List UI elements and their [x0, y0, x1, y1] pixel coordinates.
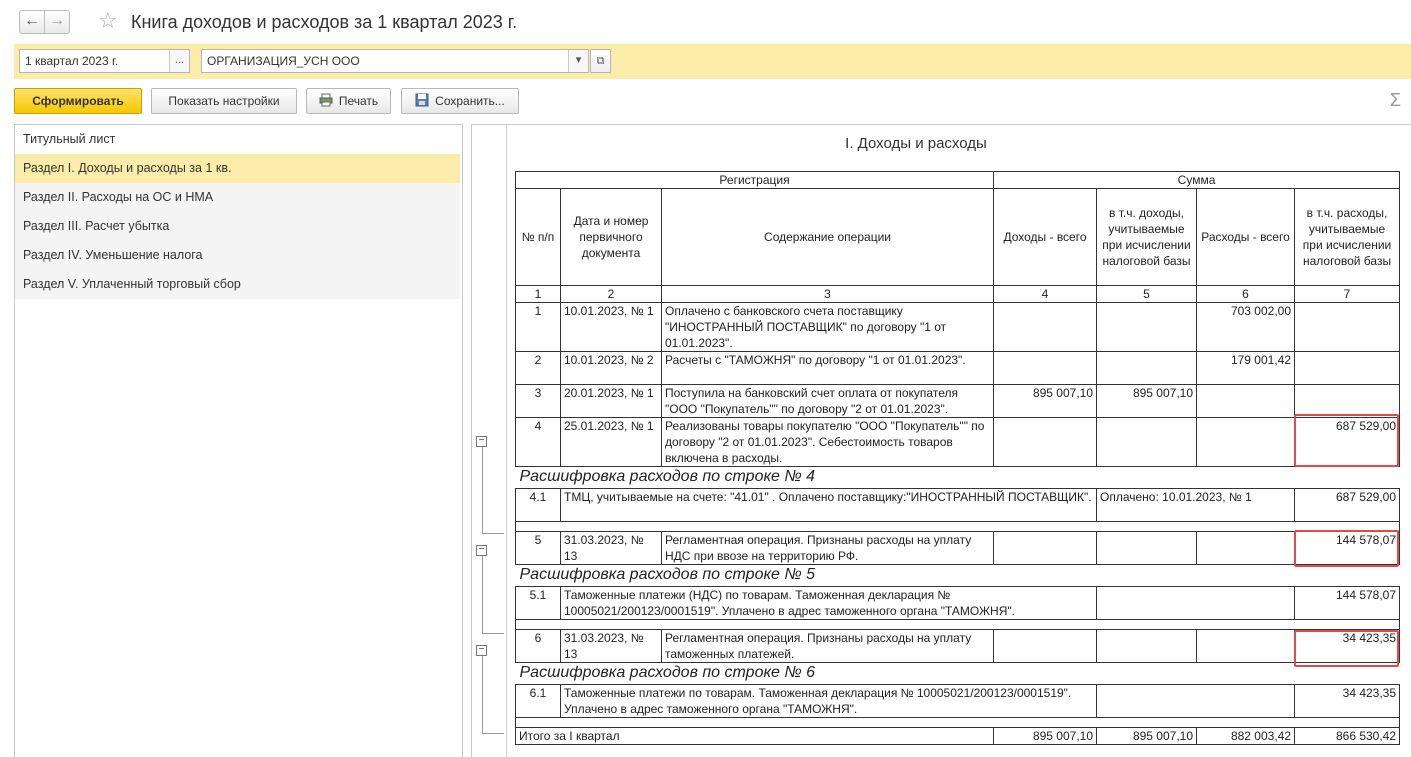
breakdown-heading-row — [516, 565, 1400, 587]
col-num: 4 — [994, 286, 1097, 303]
table-row — [516, 418, 1400, 467]
cell-payment: Оплачено: 10.01.2023, № 1 — [1097, 489, 1295, 522]
cell-content: Таможенные платежи по товарам. Таможенная декларация № 10005021/200123/0001519". Уплачено в адрес таможенного органа "ТАМОЖНЯ". — [561, 685, 1097, 718]
cell-income-total — [994, 352, 1097, 385]
cell-expense-total — [1197, 532, 1295, 565]
cell-expense-tax: 144 578,07 — [1295, 587, 1400, 620]
period-value: 1 квартал 2023 г. — [25, 54, 119, 68]
favorite-star-icon[interactable]: ☆ — [98, 8, 118, 33]
group-line — [482, 443, 483, 533]
period-select-button[interactable]: ... — [169, 50, 189, 72]
report-title: I. Доходы и расходы — [845, 135, 987, 152]
cell-expense-total — [1197, 418, 1295, 467]
cell-payment — [1097, 587, 1295, 620]
highlight-box — [1294, 630, 1399, 667]
cell-num: 4 — [516, 418, 561, 467]
cell-num: 3 — [516, 385, 561, 418]
breakdown-heading: Расшифровка расходов по строке № 6 — [519, 664, 816, 681]
column-numbers-row — [516, 286, 1400, 303]
spacer-cell — [516, 522, 1400, 532]
col-num: 3 — [662, 286, 994, 303]
breakdown-heading-row — [516, 663, 1400, 685]
cell-expense-tax: 34 423,35 — [1295, 685, 1400, 718]
header-expense-total: Расходы - всего — [1197, 189, 1295, 286]
cell-content: Таможенные платежи (НДС) по товарам. Таможенная декларация № 10005021/200123/0001519". Уплачено в адрес таможенного органа "ТАМОЖНЯ". — [561, 587, 1097, 620]
cell-income-tax — [1097, 303, 1197, 352]
income-expense-table — [515, 171, 1400, 745]
table-row — [516, 352, 1400, 385]
print-button[interactable] — [306, 88, 391, 114]
generate-label: Сформировать — [32, 94, 124, 108]
open-organization-icon[interactable]: ⧉ — [590, 49, 611, 73]
table-row — [516, 385, 1400, 418]
cell-income-total — [994, 630, 1097, 663]
collapse-group-icon[interactable]: − — [476, 545, 487, 556]
cell-payment — [1097, 685, 1295, 718]
table-header-row — [516, 189, 1400, 286]
group-line — [482, 633, 504, 634]
cell-income-tax — [1097, 418, 1197, 467]
group-line — [482, 556, 483, 633]
cell-content: Реализованы товары покупателю "ООО "Покупатель"" по договору "2 от 01.01.2023". Себестоимость товаров включена в расходы. — [662, 418, 994, 467]
cell-income-total — [994, 532, 1097, 565]
col-num: 2 — [561, 286, 662, 303]
cell-num: 6 — [516, 630, 561, 663]
section-item-fixed-assets[interactable]: Раздел II. Расходы на ОС и НМА — [15, 183, 460, 212]
cell-doc: 31.03.2023, № 13 — [561, 532, 662, 565]
sum-icon[interactable]: Σ — [1389, 90, 1401, 110]
header-income-total: Доходы - всего — [994, 189, 1097, 286]
total-label: Итого за I квартал — [516, 728, 994, 745]
section-item-title-page[interactable]: Титульный лист — [15, 125, 460, 154]
cell-num: 1 — [516, 303, 561, 352]
period-field[interactable] — [19, 49, 190, 73]
spacer-cell — [516, 620, 1400, 630]
report-panel — [471, 124, 1411, 757]
spacer-row — [516, 522, 1400, 532]
floppy-disk-icon — [415, 93, 429, 107]
total-expense-tax: 866 530,42 — [1295, 728, 1400, 745]
table-row — [516, 685, 1400, 718]
header-sum: Сумма — [994, 172, 1400, 189]
cell-income-tax — [1097, 630, 1197, 663]
table-row — [516, 303, 1400, 352]
table-row — [516, 532, 1400, 565]
save-button[interactable] — [401, 88, 519, 114]
spacer-row — [516, 718, 1400, 728]
highlight-box — [1294, 530, 1399, 567]
header-num: № п/п — [516, 189, 561, 286]
cell-content: Регламентная операция. Признаны расходы на уплату НДС при ввозе на территорию РФ. — [662, 532, 994, 565]
chevron-down-icon[interactable]: ▾ — [568, 50, 588, 72]
total-row — [516, 728, 1400, 745]
cell-expense-total — [1197, 630, 1295, 663]
cell-income-total: 895 007,10 — [994, 385, 1097, 418]
header-doc: Дата и номер первичного документа — [561, 189, 662, 286]
table-row — [516, 489, 1400, 522]
parameters-bar — [14, 44, 1411, 79]
col-num: 6 — [1197, 286, 1295, 303]
cell-income-tax: 895 007,10 — [1097, 385, 1197, 418]
collapse-group-icon[interactable]: − — [476, 645, 487, 656]
cell-expense-total: 179 001,42 — [1197, 352, 1295, 385]
sections-list — [14, 124, 463, 757]
breakdown-heading: Расшифровка расходов по строке № 5 — [519, 566, 816, 583]
cell-content: Поступила на банковский счет оплата от покупателя "ООО "Покупатель"" по договору "2 от 01.01.2023". — [662, 385, 994, 418]
col-num: 5 — [1097, 286, 1197, 303]
cell-income-total — [994, 418, 1097, 467]
section-item-tax-reduction[interactable]: Раздел IV. Уменьшение налога — [15, 241, 460, 270]
cell-content: Оплачено с банковского счета поставщику "ИНОСТРАННЫЙ ПОСТАВЩИК" по договору "1 от 01.01.2023". — [662, 303, 994, 352]
cell-expense-tax: 687 529,00 — [1295, 489, 1400, 522]
group-line — [482, 656, 483, 733]
grouping-gutter — [472, 125, 507, 757]
cell-income-tax — [1097, 532, 1197, 565]
spacer-cell — [516, 718, 1400, 728]
cell-num: 5.1 — [516, 587, 561, 620]
cell-num: 5 — [516, 532, 561, 565]
group-line — [482, 733, 504, 734]
cell-num: 6.1 — [516, 685, 561, 718]
col-num: 1 — [516, 286, 561, 303]
cell-num: 2 — [516, 352, 561, 385]
highlight-box — [1294, 414, 1399, 467]
title-bar — [0, 0, 1411, 44]
spacer-row — [516, 620, 1400, 630]
breakdown-heading-row — [516, 467, 1400, 489]
col-num: 7 — [1295, 286, 1400, 303]
cell-expense-tax: 687 529,00 — [1295, 418, 1400, 467]
window-title: Книга доходов и расходов за 1 квартал 2023 г. — [131, 12, 518, 32]
breakdown-heading: Расшифровка расходов по строке № 4 — [519, 468, 816, 485]
total-income-total: 895 007,10 — [994, 728, 1097, 745]
cell-content: Расчеты с "ТАМОЖНЯ" по договору "1 от 01.01.2023". — [662, 352, 994, 385]
cell-expense-tax — [1295, 385, 1400, 418]
table-row — [516, 587, 1400, 620]
cell-content: Регламентная операция. Признаны расходы на уплату таможенных платежей. — [662, 630, 994, 663]
cell-doc: 20.01.2023, № 1 — [561, 385, 662, 418]
organization-value: ОРГАНИЗАЦИЯ_УСН ООО — [207, 54, 360, 68]
cell-expense-tax: 34 423,35 — [1295, 630, 1400, 663]
generate-button[interactable] — [14, 88, 142, 114]
section-item-income-expenses[interactable]: Раздел I. Доходы и расходы за 1 кв. — [15, 154, 460, 183]
collapse-group-icon[interactable]: − — [476, 436, 487, 447]
back-arrow-icon[interactable]: ← — [19, 10, 45, 34]
printer-icon — [319, 93, 333, 107]
cell-expense-total — [1197, 385, 1295, 418]
cell-doc: 25.01.2023, № 1 — [561, 418, 662, 467]
cell-income-tax — [1097, 352, 1197, 385]
table-row — [516, 630, 1400, 663]
cell-doc: 10.01.2023, № 2 — [561, 352, 662, 385]
cell-expense-tax: 144 578,07 — [1295, 532, 1400, 565]
cell-income-total — [994, 303, 1097, 352]
total-income-tax: 895 007,10 — [1097, 728, 1197, 745]
show-settings-label: Показать настройки — [168, 94, 280, 108]
cell-num: 4.1 — [516, 489, 561, 522]
header-expense-tax: в т.ч. расходы, учитываемые при исчислении налоговой базы — [1295, 189, 1400, 286]
total-expense-total: 882 003,42 — [1197, 728, 1295, 745]
cell-doc: 31.03.2023, № 13 — [561, 630, 662, 663]
forward-arrow-icon[interactable]: → — [44, 10, 70, 34]
section-item-trade-fee[interactable]: Раздел V. Уплаченный торговый сбор — [15, 270, 460, 299]
header-income-tax: в т.ч. доходы, учитываемые при исчислении налоговой базы — [1097, 189, 1197, 286]
cell-expense-total: 703 002,00 — [1197, 303, 1295, 352]
save-label: Сохранить... — [435, 94, 505, 108]
organization-field[interactable] — [201, 49, 589, 73]
group-line — [482, 533, 504, 534]
cell-content: ТМЦ, учитываемые на счете: "41.01" . Оплачено поставщику:"ИНОСТРАННЫЙ ПОСТАВЩИК". — [561, 489, 1097, 522]
header-registration: Регистрация — [516, 172, 994, 189]
header-content: Содержание операции — [662, 189, 994, 286]
section-item-loss[interactable]: Раздел III. Расчет убытка — [15, 212, 460, 241]
table-header-row — [516, 172, 1400, 189]
print-label: Печать — [338, 94, 379, 108]
show-settings-button[interactable] — [151, 88, 297, 114]
cell-doc: 10.01.2023, № 1 — [561, 303, 662, 352]
cell-expense-tax — [1295, 352, 1400, 385]
cell-expense-tax — [1295, 303, 1400, 352]
